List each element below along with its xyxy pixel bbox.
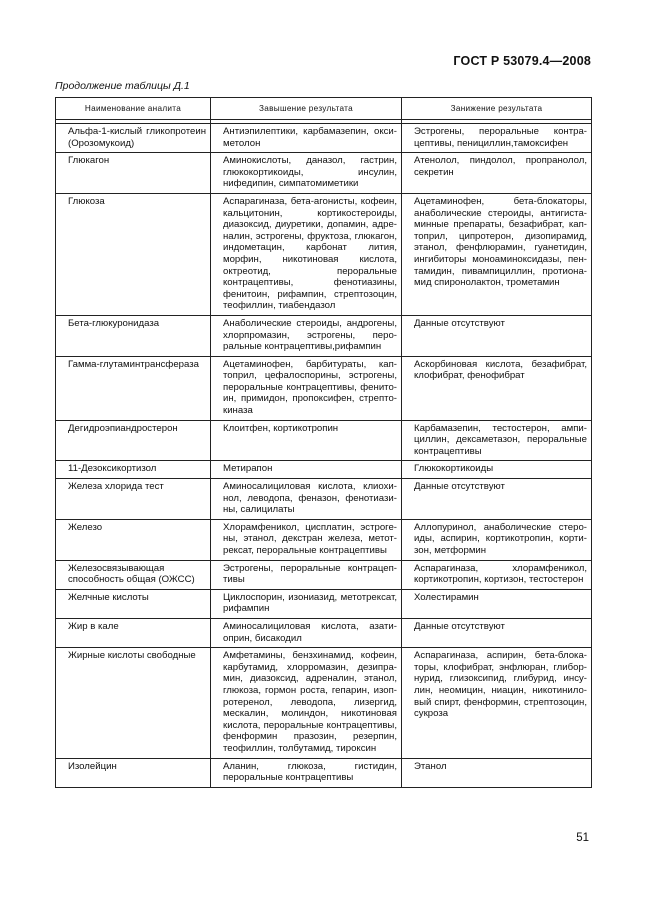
decrease-cell: Данные отсутствуют [402,479,592,520]
decrease-cell: Ацетаминофен, бета-блокаторы, анаболические стероиды, антигистаминные препараты, безафибрат, каптоприл, ципротерон, дизопирамид, этанол, фенфлюрамин, гуанетидин, ингибиторы моноаминоксидазы, пентамидин, пивампициллин, протионамид спиронолактон, трометамин [402,193,592,315]
decrease-cell: Атенолол, пиндолол, пропранолол, секретин [402,153,592,194]
table-caption: Продолжение таблицы Д.1 [55,80,190,92]
table-body [56,120,592,788]
increase-cell: Аминокислоты, даназол, гастрин, глюкокортикоиды, инсулин, нифедипин, симпатомиметики [211,153,402,194]
decrease-cell: Данные отсутствуют [402,315,592,356]
analyte-cell: 11-Дезоксикортизол [56,461,211,479]
increase-cell: Циклоспорин, изониазид, метотрексат, рифампин [211,589,402,618]
analyte-cell: Дегидроэпиандростерон [56,420,211,461]
analyte-cell: Глюкагон [56,153,211,194]
increase-cell: Амфетамины, бензхинамид, кофеин, карбутамид, хлорромазин, дезипрамин, диазоксид, адреналин, этанол, глюкоза, гормон роста, гепарин, изопротеренол, леводопа, лизергид, мескалин, молиндон, никотиновая кислота, пероральные контрацептивы, фенформин празозин, резерпин, теофиллин, толбутамид, тироксин [211,648,402,758]
decrease-cell: Аскорбиновая кислота, безафибрат, клофибрат, фенофибрат [402,356,592,420]
table-row [56,479,592,520]
table-header-row [56,98,592,120]
analyte-cell: Железа хлорида тест [56,479,211,520]
decrease-cell: Данные отсутствуют [402,618,592,647]
table-row [56,519,592,560]
table-row [56,618,592,647]
analyte-cell: Глюкоза [56,193,211,315]
analyte-cell: Жир в кале [56,618,211,647]
table-row [56,315,592,356]
page-number: 51 [576,832,589,844]
decrease-cell: Аспарагиназа, хлорамфеникол, кортикотропин, кортизон, тестостерон [402,560,592,589]
decrease-cell: Карбамазепин, тестостерон, ампициллин, дексаметазон, пероральные контрацептивы [402,420,592,461]
decrease-cell: Холестирамин [402,589,592,618]
analyte-cell: Бета-глюкуронидаза [56,315,211,356]
table-row [56,461,592,479]
analyte-cell: Изолейцин [56,758,211,787]
column-header-analyte: Наименование аналита [56,98,211,120]
increase-cell: Хлорамфеникол, цисплатин, эстрогены, этанол, декстран железа, метотрексат, пероральные контрацептивы [211,519,402,560]
analyte-cell: Жирные кислоты свободные [56,648,211,758]
table-row [56,124,592,153]
decrease-cell: Аллопуринол, анаболические стероиды, аспирин, кортикотропин, кортизон, метформин [402,519,592,560]
analyte-cell: Железо [56,519,211,560]
table-row [56,193,592,315]
table-row [56,648,592,758]
table-row [56,560,592,589]
table-row [56,153,592,194]
increase-cell: Эстрогены, пероральные контрацептивы [211,560,402,589]
table-row [56,758,592,787]
increase-cell: Клоитфен, кортикотропин [211,420,402,461]
decrease-cell: Глюкокортикоиды [402,461,592,479]
standard-header: ГОСТ Р 53079.4—2008 [453,54,591,68]
increase-cell: Аминосалициловая кислота, азатиоприн, бисакодил [211,618,402,647]
analyte-cell: Желчные кислоты [56,589,211,618]
analyte-cell: Железосвязывающая способность общая (ОЖСС) [56,560,211,589]
increase-cell: Ацетаминофен, барбитураты, каптоприл, цефалоспорины, эстрогены, пероральные контрацептивы, фенитоин, примидон, пропоксифен, стрептокиназа [211,356,402,420]
column-header-increase: Завышение результата [211,98,402,120]
decrease-cell: Этанол [402,758,592,787]
table-row [56,589,592,618]
analyte-table [55,97,592,788]
analyte-cell: Альфа-1-кислый гликопротеин (Орозомукоид) [56,124,211,153]
table-row [56,420,592,461]
increase-cell: Метирапон [211,461,402,479]
increase-cell: Антиэпилептики, карбамазепин, оксиметолон [211,124,402,153]
increase-cell: Аминосалициловая кислота, клиохинол, леводопа, феназон, фенотиазины, салицилаты [211,479,402,520]
decrease-cell: Аспарагиназа, аспирин, бета-блокаторы, клофибрат, энфлюран, глиборнурид, глизоксипид, глибурид, инсулин, неомицин, ниацин, никотиниловый спирт, фенформин, стрептозоцин, сукроза [402,648,592,758]
analyte-cell: Гамма-глутаминтрансфераза [56,356,211,420]
table-row [56,356,592,420]
decrease-cell: Эстрогены, пероральные контрацептивы, пенициллин,тамоксифен [402,124,592,153]
increase-cell: Аспарагиназа, бета-агонисты, кофеин, кальцитонин, кортикостероиды, диазоксид, диуретики, допамин, адреналин, эстрогены, фруктоза, глюкагон, индометацин, карбонат лития, морфин, никотиновая кислота, октреотид, пероральные контрацептивы, фенотиазины, фенитоин, рифампин, стрептозоцин, теофиллин, тиабендазол [211,193,402,315]
column-header-decrease: Занижение результата [402,98,592,120]
increase-cell: Анаболические стероиды, андрогены, хлорпромазин, эстрогены, пероральные контрацептивы,рифампин [211,315,402,356]
increase-cell: Аланин, глюкоза, гистидин, пероральные контрацептивы [211,758,402,787]
